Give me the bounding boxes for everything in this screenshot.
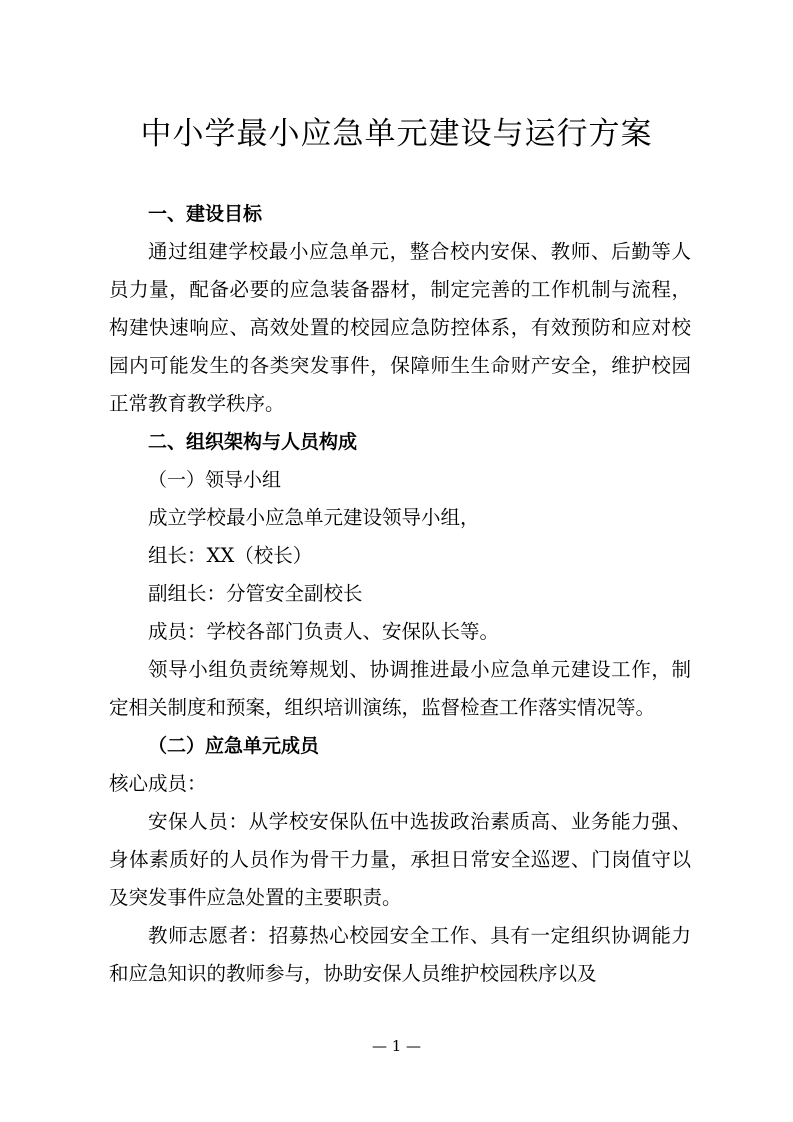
leadership-members: 成员：学校各部门负责人、安保队长等。	[148, 620, 500, 643]
leadership-intro: 成立学校最小应急单元建设领导小组，	[148, 506, 480, 529]
document-body	[109, 195, 691, 993]
section-heading-goals: 一、建设目标	[148, 203, 263, 225]
section-heading-organization: 二、组织架构与人员构成	[148, 431, 358, 453]
leadership-leader: 组长：XX（校长）	[148, 544, 313, 567]
goals-paragraph: 通过组建学校最小应急单元，整合校内安保、教师、后勤等人员力量，配备必要的应急装备器材，制定完善的工作机制与流程，构建快速响应、高效处置的校园应急防控体系，有效预防和应对校园内可能发生的各类突发事件，保障师生生命财产安全，维护校园正常教育教学秩序。	[109, 240, 691, 415]
security-staff-paragraph: 安保人员：从学校安保队伍中选拔政治素质高、业务能力强、身体素质好的人员作为骨干力量，承担日常安全巡逻、门岗值守以及突发事件应急处置的主要职责。	[109, 810, 691, 909]
teacher-volunteers-paragraph: 教师志愿者：招募热心校园安全工作、具有一定组织协调能力和应急知识的教师参与，协助安保人员维护校园秩序以及	[109, 924, 691, 985]
document-title: 中小学最小应急单元建设与运行方案	[140, 116, 653, 152]
page-number: — 1 —	[371, 1037, 422, 1055]
subsection-heading-leadership: （一）领导小组	[148, 469, 282, 491]
core-members-label: 核心成员：	[109, 772, 207, 795]
leadership-duty: 领导小组负责统筹规划、协调推进最小应急单元建设工作，制定相关制度和预案，组织培训演练，监督检查工作落实情况等。	[109, 658, 691, 719]
leadership-deputy: 副组长：分管安全副校长	[148, 582, 363, 605]
subsection-heading-members: （二）应急单元成员	[148, 735, 320, 757]
